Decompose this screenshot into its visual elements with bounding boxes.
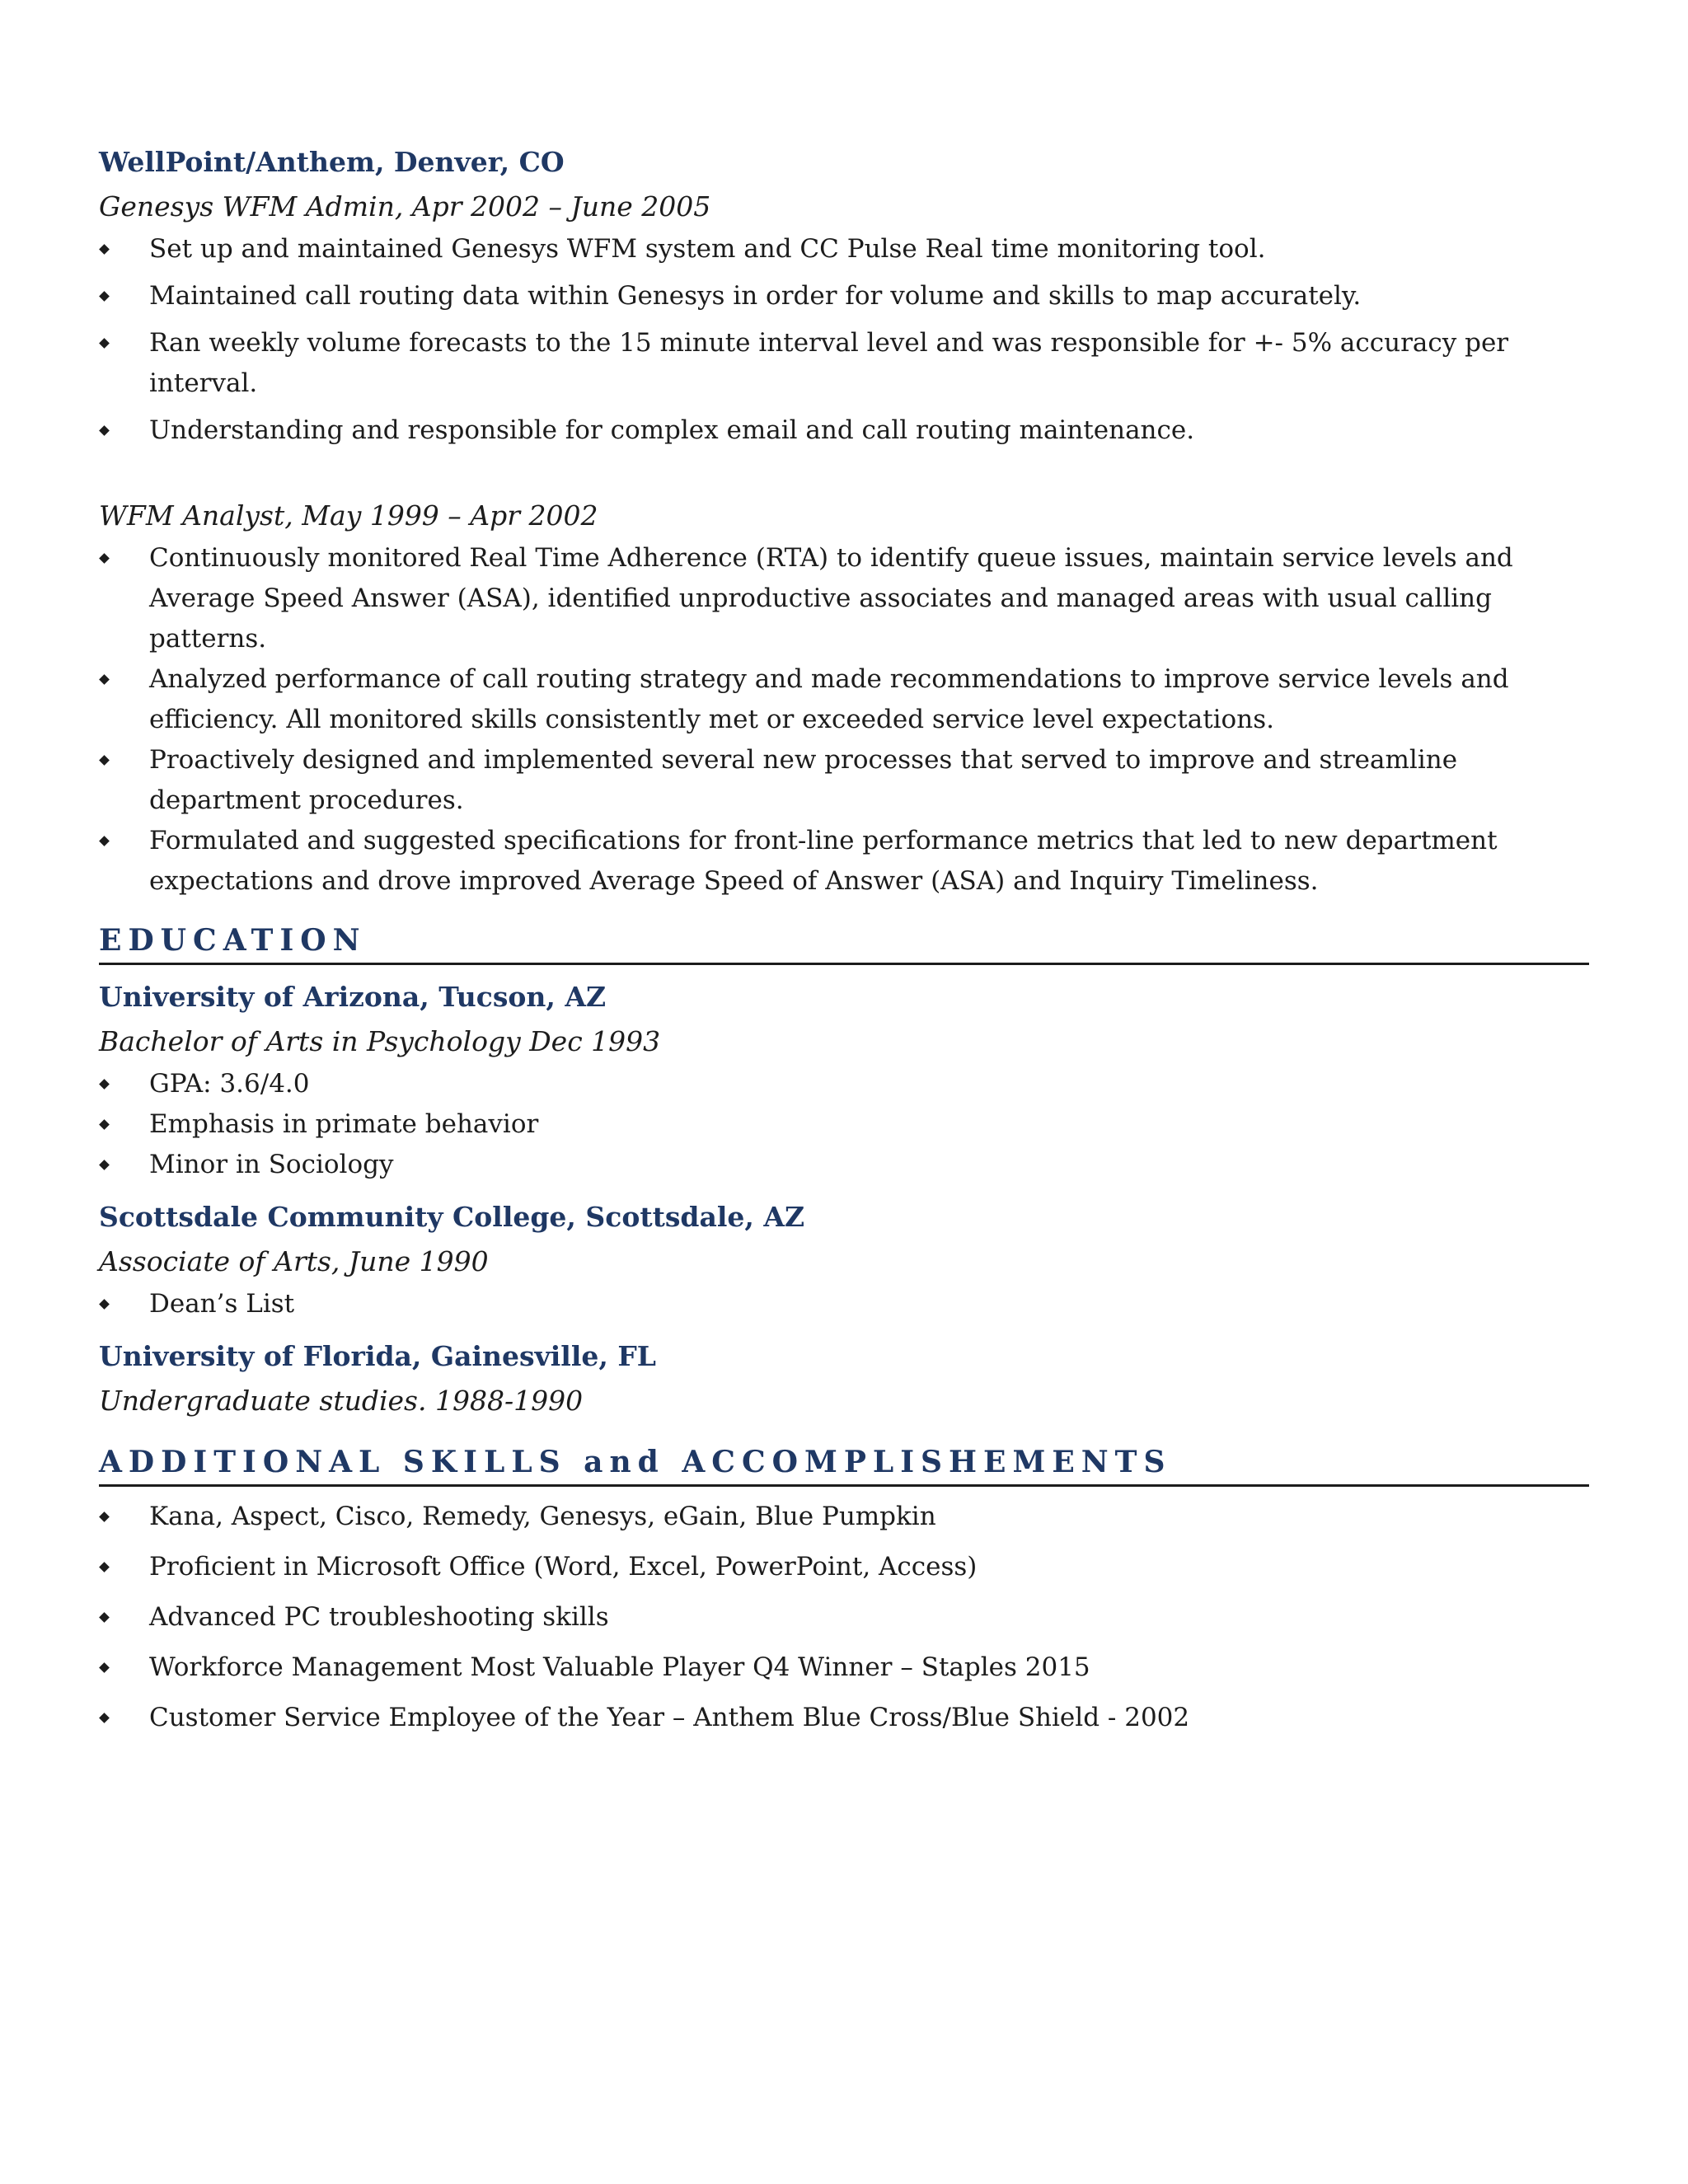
school-name: University of Florida, Gainesville, FL [99, 1340, 656, 1372]
list-item: Workforce Management Most Valuable Player Q4 Winner – Staples 2015 [99, 1647, 1589, 1688]
bullet-diamond-icon [99, 338, 110, 349]
list-item: Kana, Aspect, Cisco, Remedy, Genesys, eGain, Blue Pumpkin [99, 1497, 1589, 1537]
bullet-diamond-icon [99, 244, 110, 255]
bullet-diamond-icon [99, 1612, 110, 1623]
bullet-diamond-icon [99, 291, 110, 302]
list-item: Ran weekly volume forecasts to the 15 minute interval level and was responsible for +- 5% accuracy per interval. [99, 323, 1589, 404]
spacer [99, 1423, 1589, 1441]
skills-heading: ADDITIONAL SKILLS and ACCOMPLISHEMENTS [99, 1441, 1589, 1487]
bullet-diamond-icon [99, 1511, 110, 1522]
bullet-diamond-icon [99, 1562, 110, 1572]
list-item: Maintained call routing data within Genesys in order for volume and skills to map accurately. [99, 276, 1589, 316]
job-bullets [99, 538, 1589, 902]
list-item: Proficient in Microsoft Office (Word, Excel, PowerPoint, Access) [99, 1547, 1589, 1587]
bullet-diamond-icon [99, 755, 110, 766]
education-bullets [99, 1064, 1589, 1185]
bullet-diamond-icon [99, 1160, 110, 1170]
list-item: Proactively designed and implemented several new processes that served to improve and streamline department procedures. [99, 740, 1589, 821]
job-title-dates: Genesys WFM Admin, Apr 2002 – June 2005 [99, 190, 711, 223]
education-entry [99, 975, 1589, 1185]
bullet-diamond-icon [99, 836, 110, 846]
job-bullets [99, 229, 1589, 451]
list-item: Minor in Sociology [99, 1145, 1589, 1185]
school-name: Scottsdale Community College, Scottsdale, AZ [99, 1201, 805, 1233]
list-item: Set up and maintained Genesys WFM system and CC Pulse Real time monitoring tool. [99, 229, 1589, 269]
education-heading: EDUCATION [99, 920, 1589, 965]
bullet-diamond-icon [99, 1713, 110, 1723]
degree: Undergraduate studies. 1988-1990 [99, 1385, 584, 1417]
list-item: Emphasis in primate behavior [99, 1104, 1589, 1145]
spacer [99, 457, 1589, 494]
experience-entry [99, 140, 1589, 451]
skills-bullets [99, 1497, 1589, 1738]
bullet-diamond-icon [99, 425, 110, 436]
resume-page [99, 140, 1589, 1748]
list-item: Understanding and responsible for complex email and call routing maintenance. [99, 410, 1589, 451]
education-bullets [99, 1284, 1589, 1324]
employer-name: WellPoint/Anthem, Denver, CO [99, 146, 565, 178]
education-entry [99, 1334, 1589, 1423]
degree: Bachelor of Arts in Psychology Dec 1993 [99, 1025, 661, 1057]
list-item: Customer Service Employee of the Year – Anthem Blue Cross/Blue Shield - 2002 [99, 1698, 1589, 1738]
bullet-diamond-icon [99, 1079, 110, 1090]
education-entry [99, 1195, 1589, 1324]
degree: Associate of Arts, June 1990 [99, 1245, 489, 1277]
spacer [99, 1185, 1589, 1195]
bullet-diamond-icon [99, 1299, 110, 1310]
job-title-dates: WFM Analyst, May 1999 – Apr 2002 [99, 499, 598, 532]
experience-entry [99, 494, 1589, 902]
school-name: University of Arizona, Tucson, AZ [99, 981, 607, 1013]
bullet-diamond-icon [99, 1662, 110, 1673]
list-item: GPA: 3.6/4.0 [99, 1064, 1589, 1104]
bullet-diamond-icon [99, 674, 110, 685]
list-item: Formulated and suggested specifications for front-line performance metrics that led to new department expectations and drove improved Average Speed of Answer (ASA) and Inquiry Timeliness. [99, 821, 1589, 902]
list-item: Continuously monitored Real Time Adherence (RTA) to identify queue issues, maintain service levels and Average Speed Answer (ASA), identified unproductive associates and managed areas with usual calling patterns. [99, 538, 1589, 659]
bullet-diamond-icon [99, 1119, 110, 1130]
spacer [99, 1324, 1589, 1334]
list-item: Advanced PC troubleshooting skills [99, 1597, 1589, 1638]
list-item: Dean’s List [99, 1284, 1589, 1324]
spacer [99, 1487, 1589, 1497]
list-item: Analyzed performance of call routing strategy and made recommendations to improve service levels and efficiency. All monitored skills consistently met or exceeded service level expectations. [99, 659, 1589, 740]
spacer [99, 902, 1589, 920]
spacer [99, 965, 1589, 975]
bullet-diamond-icon [99, 553, 110, 564]
